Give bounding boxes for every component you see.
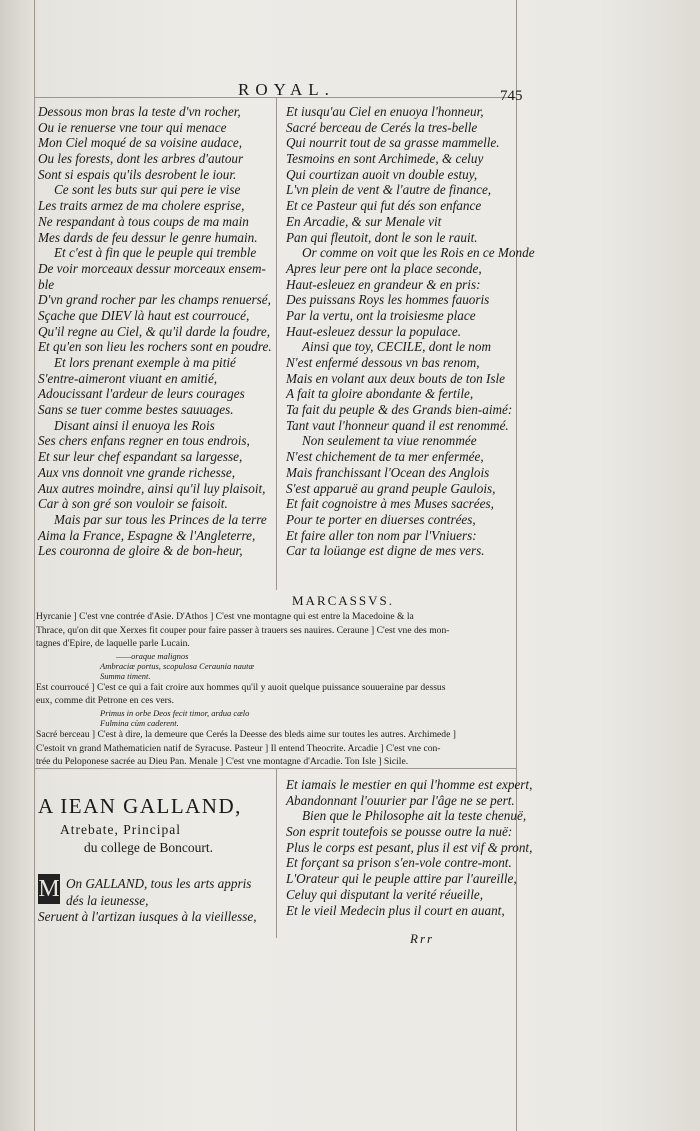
verse-line: Ou les forests, dont les arbres d'autour xyxy=(38,151,244,167)
verse-line: Or comme on voit que les Rois en ce Monde xyxy=(302,245,535,261)
verse-line: Mes dards de feu dessur le genre humain. xyxy=(38,229,258,245)
verse-line: Ne respandant à tous coups de ma main xyxy=(38,213,249,229)
page-number: 745 xyxy=(500,88,523,104)
verse-line: Qui courtizan auoit vn double estuy, xyxy=(286,166,478,182)
note-line: tagnes d'Epire, de laquelle parle Lucain. xyxy=(36,638,190,650)
verse-line: A fait ta gloire abondante & fertile, xyxy=(286,386,474,402)
verse-line: D'vn grand rocher par les champs renuersé, xyxy=(38,292,271,308)
verse-line: Mais franchissant l'Ocean des Anglois xyxy=(286,464,490,480)
dedication-subtitle: du college de Boncourt. xyxy=(84,840,213,855)
verse-line: Mon Ciel moqué de sa voisine audace, xyxy=(38,135,242,151)
verse-line: Celuy qui disputant la verité réueille, xyxy=(286,886,484,902)
verse-line: Abandonnant l'ouurier par l'âge ne se pert. xyxy=(286,792,515,808)
verse-line: Pan qui fleutoit, dont le son le rauit. xyxy=(286,229,478,245)
verse-line: Mais par sur tous les Princes de la terre xyxy=(54,511,267,527)
note-line: C'estoit vn grand Mathematicien natif de Syracuse. Pasteur ] Il entend Theocrite. Arcadie ] C'est vne con- xyxy=(36,742,441,754)
verse-line: Haut-esleuez en grandeur & en pris: xyxy=(286,276,481,292)
verse-line: Et faire aller ton nom par l'Vniuers: xyxy=(286,527,477,543)
latin-quote-line: Fulmina cùm caderent. xyxy=(100,717,179,728)
verse-line: Son esprit toutefois se pousse outre la nuë: xyxy=(286,824,513,840)
notes-heading: MARCASSVS. xyxy=(292,593,395,608)
verse-line: dés la ieunesse, xyxy=(66,892,149,908)
verse-line: Apres leur pere ont la place seconde, xyxy=(286,260,482,276)
left-verse-column xyxy=(38,104,272,559)
verse-line: L'vn plein de vent & l'autre de finance, xyxy=(286,182,492,198)
verse-line: Et sur leur chef espandant sa largesse, xyxy=(38,449,243,465)
verse-line: Bien que le Philosophe ait la teste chenuë, xyxy=(302,808,527,824)
verse-line: Qu'il regne au Ciel, & qu'il darde la foudre, xyxy=(38,323,271,339)
verse-line: Et forçant sa prison s'en-vole contre-mont. xyxy=(286,855,512,871)
note-line: Hyrcanie ] C'est vne contrée d'Asie. D'Athos ] C'est vne montagne qui est entre la Macedoine & la xyxy=(36,611,414,622)
verse-line: Et c'est à fin que le peuple qui tremble xyxy=(54,245,257,261)
verse-line: Sans se tuer comme bestes sauuages. xyxy=(38,402,234,418)
right-lower-verse-column xyxy=(286,777,532,918)
latin-quote-line: Ambraciæ portus, scopulosa Ceraunia nautæ xyxy=(100,660,255,671)
verse-line: Et ce Pasteur qui fut dés son enfance xyxy=(286,198,482,214)
verse-line: En Arcadie, & sur Menale vit xyxy=(286,213,442,229)
verse-line: Adoucissant l'ardeur de leurs courages xyxy=(38,386,245,402)
verse-line: Non seulement ta viue renommée xyxy=(302,433,477,449)
verse-line: Mais en volant aux deux bouts de ton Isle xyxy=(286,370,506,386)
verse-line: Seruent à l'artizan iusques à la vieillesse, xyxy=(38,909,257,924)
verse-line: Sont si espais qu'ils desrobent le iour. xyxy=(38,166,237,182)
dedication-title: A IEAN GALLAND, xyxy=(38,794,242,818)
verse-line: Aux vns donnoit vne grande richesse, xyxy=(38,464,236,480)
verse-line: Et qu'en son lieu les rochers sont en poudre. xyxy=(38,339,272,355)
verse-line: Ta fait du peuple & des Grands bien-aimé: xyxy=(286,402,513,418)
verse-line: Car ta loüange est digne de mes vers. xyxy=(286,543,485,559)
verse-line: Qui nourrit tout de sa grasse mammelle. xyxy=(286,135,500,151)
verse-line: S'entre-aimeront viuant en amitié, xyxy=(38,370,218,386)
verse-line: ble xyxy=(38,276,55,292)
right-verse-column xyxy=(286,104,535,559)
verse-line: Plus le corps est pesant, plus il est vif & pront, xyxy=(286,839,533,855)
verse-line: Et lors prenant exemple à ma pitié xyxy=(54,355,236,370)
verse-line: N'est enfermé dessous vn bas renom, xyxy=(286,355,480,370)
running-head: ROYAL. xyxy=(238,80,335,99)
column-rule xyxy=(276,98,277,590)
margin-rule-left xyxy=(34,0,35,1131)
verse-line: Les couronna de gloire & de bon-heur, xyxy=(38,543,243,559)
verse-line: Ainsi que toy, CECILE, dont le nom xyxy=(302,339,492,355)
verse-line: Des puissans Roys les hommes fauoris xyxy=(286,292,490,308)
latin-quote-line: Summa timent. xyxy=(100,670,151,681)
verse-line: Et iamais le mestier en qui l'homme est expert, xyxy=(286,777,533,792)
verse-line: Les traits armez de ma cholere esprise, xyxy=(38,198,245,214)
verse-line: On GALLAND, tous les arts appris xyxy=(66,876,252,891)
verse-line: S'est apparuë au grand peuple Gaulois, xyxy=(286,480,496,496)
note-line: eux, comme dit Petrone en ces vers. xyxy=(36,695,174,707)
verse-line: Et iusqu'au Ciel en enuoya l'honneur, xyxy=(286,104,484,119)
note-line: Est courroucé ] C'est ce qui a fait croire aux hommes qu'il y auoit quelque puissance souueraine par dessus xyxy=(36,681,446,693)
latin-quote-line: ——oraque malignos xyxy=(116,650,189,661)
latin-quote-line: Primus in orbe Deos fecit timor, ardua cælo xyxy=(100,707,250,718)
verse-line: Tesmoins en sont Archimede, & celuy xyxy=(286,151,484,167)
verse-line: Haut-esleuez dessur la populace. xyxy=(286,323,462,339)
verse-line: Et le vieil Medecin plus il court en auant, xyxy=(286,902,505,918)
verse-line: Sçache que DIEV là haut est courroucé, xyxy=(38,307,250,323)
commentary-notes xyxy=(36,610,511,769)
note-line: Sacré berceau ] C'est à dire, la demeure que Cerés la Deesse des bleds aime sur toutes les autres. Archimede ] xyxy=(36,728,456,740)
verse-line: Disant ainsi il enuoya les Rois xyxy=(54,417,215,433)
verse-line: Car à son gré son vouloir se faisoit. xyxy=(38,496,228,512)
lower-column-rule xyxy=(276,768,277,938)
verse-line: Aima la France, Espagne & l'Angleterre, xyxy=(38,527,256,543)
verse-line: Et fait cognoistre à mes Muses sacrées, xyxy=(286,496,494,512)
verse-line: De voir morceaux dessur morceaux ensem- xyxy=(38,260,266,276)
note-line: trée du Peloponese sacrée au Dieu Pan. Menale ] C'est vne montagne d'Arcadie. Ton Isle ] Sicile. xyxy=(36,756,409,768)
verse-line: Aux autres moindre, ainsi qu'il luy plaisoit, xyxy=(38,480,266,496)
signature-mark: Rrr xyxy=(410,931,435,946)
verse-line: Ou ie renuerse vne tour qui menace xyxy=(38,119,227,135)
verse-line: Par la vertu, ont la troisiesme place xyxy=(286,307,476,323)
verse-line: Dessous mon bras la teste d'vn rocher, xyxy=(38,104,241,119)
verse-line: Ce sont les buts sur qui pere ie vise xyxy=(54,182,241,198)
verse-line: L'Orateur qui le peuple attire par l'aureille, xyxy=(286,871,517,887)
verse-line: Pour te porter en diuerses contrées, xyxy=(286,511,476,527)
verse-line: N'est chichement de ta mer enfermée, xyxy=(286,449,484,465)
dedication-subtitle: Atrebate, Principal xyxy=(60,822,181,837)
note-line: Thrace, qu'on dit que Xerxes fit couper pour faire passer à trauers ses nauires. Ceraune ] C'est vne des mon- xyxy=(36,624,450,636)
decorated-initial: M xyxy=(38,876,60,902)
verse-line: Tant vaut l'honneur quand il est renommé. xyxy=(286,417,509,433)
dedication-verses xyxy=(38,876,257,926)
verse-line: Ses chers enfans regner en tous endrois, xyxy=(38,433,250,449)
verse-line: Sacré berceau de Cerés la tres-belle xyxy=(286,119,478,135)
